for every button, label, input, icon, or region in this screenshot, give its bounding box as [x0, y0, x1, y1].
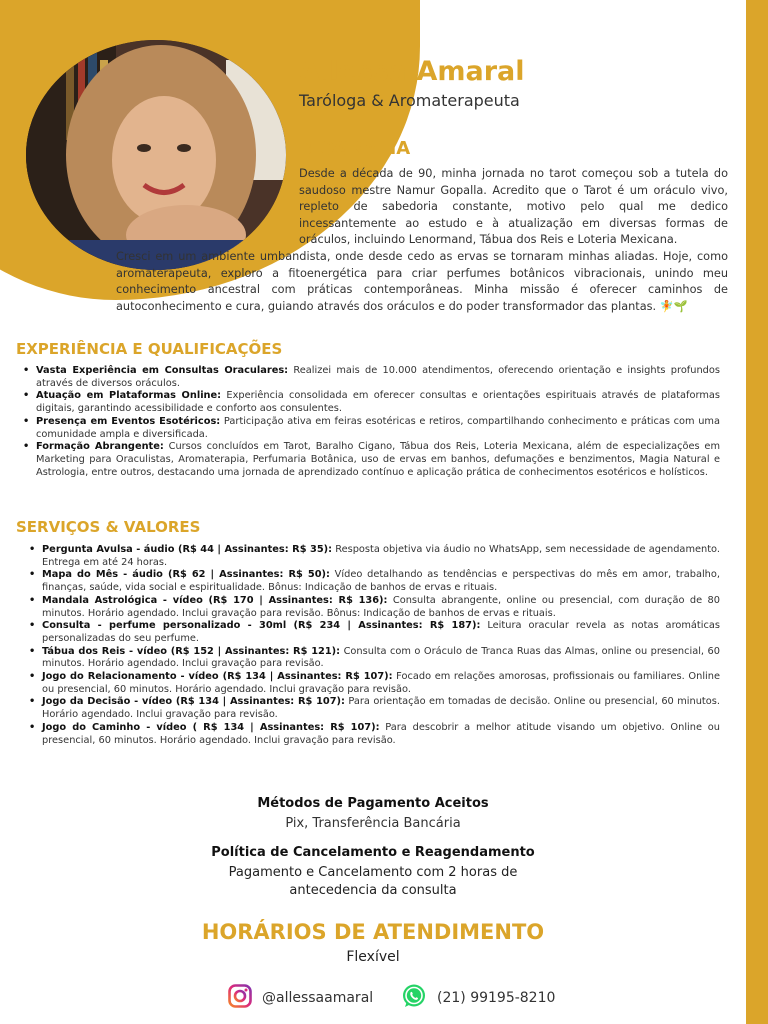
cancellation-policy [0, 864, 746, 900]
cancellation-line-1: Pagamento e Cancelamento com 2 horas de [228, 865, 518, 880]
bio-paragraph-1: Desde a década de 90, minha jornada no tarot começou sob a tutela do saudoso mestre Namur Gopalla. Acredito que o Tarot é um oráculo vivo, repleto de sabedoria constante, motivo pelo qual me dedico incessantemente ao estudo e à atualização em diversas formas de oráculos, incluindo Lenormand, Tábua dos Reis e Loteria Mexicana. [299, 167, 728, 246]
profile-photo [26, 40, 286, 270]
whatsapp-number: (21) 99195-8210 [437, 990, 556, 1006]
bio-heading: BIOGRAFIA [299, 138, 411, 159]
instagram-icon [228, 984, 252, 1012]
person-name: Allessa Amaral [299, 56, 525, 87]
list-item: • Jogo da Decisão - vídeo (R$ 134 | Assinantes: R$ 107): Para orientação em tomadas de decisão. Online ou presencial, 60 minutos. Horário agendado. Inclui gravação para revisão. [42, 696, 720, 721]
list-item: • Atuação em Plataformas Online: Experiência consolidada em oferecer consultas e orientações espirituais através de plataformas digitais, garantindo acessibilidade e conforto aos consulentes. [36, 390, 720, 415]
list-item: • Mapa do Mês - áudio (R$ 62 | Assinantes: R$ 50): Vídeo detalhando as tendências e perspectivas do mês em amor, trabalho, finanças, saúde, vida social e espiritualidade. Bônus: Indicação de banhos de ervas e rituais. [42, 569, 720, 594]
person-role: Taróloga & Aromaterapeuta [299, 91, 520, 110]
list-item: • Jogo do Caminho - vídeo ( R$ 134 | Assinantes: R$ 107): Para descobrir a melhor atitude visando um objetivo. Online ou presencial, 60 minutos. Horário agendado. Inclui gravação para revisão. [42, 722, 720, 747]
list-item: • Presença em Eventos Esotéricos: Participação ativa em feiras esotéricas e retiros, compartilhando conhecimento e práticas com uma comunidade ampla e diversificada. [36, 416, 720, 441]
bio-paragraph-2: Cresci em um ambiente umbandista, onde desde cedo as ervas se tornaram minhas aliadas. Hoje, como aromaterapeuta, exploro a fitoenergética para criar perfumes botânicos vibracionais, unindo meu conhecimento ancestral com práticas contemporâneas. Minha missão é oferecer caminhos de autoconhecimento e cura, guiando através dos oráculos e do poder transformador das plantas. 🧚🌱 [116, 250, 728, 313]
whatsapp-icon [401, 983, 427, 1013]
cancellation-heading: Política de Cancelamento e Reagendamento [211, 845, 535, 860]
list-item: • Pergunta Avulsa - áudio (R$ 44 | Assinantes: R$ 35): Resposta objetiva via áudio no WhatsApp, sem necessidade de agendamento. Entrega em até 24 horas. [42, 544, 720, 569]
services-heading: SERVIÇOS & VALORES [16, 518, 201, 536]
instagram-handle: @allessaamaral [262, 990, 374, 1006]
list-item: • Tábua dos Reis - vídeo (R$ 152 | Assinantes: R$ 121): Consulta com o Oráculo de Tranca Ruas das Almas, online ou presencial, 60 minutos. Horário agendado. Inclui gravação para revisão. [42, 646, 720, 671]
cancellation-line-2: antecedencia da consulta [289, 883, 457, 898]
list-item: • Jogo do Relacionamento - vídeo (R$ 134 | Assinantes: R$ 107): Focado em relações amorosas, profissionais ou familiares. Online ou presencial, 60 minutos. Horário agendado. Inclui gravação para revisão. [42, 671, 720, 696]
list-item: • Mandala Astrológica - vídeo (R$ 170 | Assinantes: R$ 136): Consulta abrangente, online ou presencial, com duração de 80 minutos. Horário agendado. Inclui gravação para revisão. Bônus: Indicação de banhos de ervas e rituais. [42, 595, 720, 620]
experience-list [36, 365, 720, 479]
hours-heading: HORÁRIOS DE ATENDIMENTO [201, 920, 545, 944]
list-item: • Vasta Experiência em Consultas Oraculares: Realizei mais de 10.000 atendimentos, oferecendo orientação e insights profundos através de diversos oráculos. [36, 365, 720, 390]
decorative-side-bar [746, 0, 768, 1024]
whatsapp-contact[interactable] [401, 985, 555, 1011]
list-item: • Consulta - perfume personalizado - 30ml (R$ 234 | Assinantes: R$ 187): Leitura oracular revela as notas aromáticas personalizadas do seu perfume. [42, 620, 720, 645]
services-list [42, 544, 720, 747]
experience-heading: EXPERIÊNCIA E QUALIFICAÇÕES [16, 340, 283, 358]
list-item: • Formação Abrangente: Cursos concluídos em Tarot, Baralho Cigano, Tábua dos Reis, Loteria Mexicana, além de especializações em Marketing para Oraculistas, Aromaterapia, Perfumaria Botânica, uso de ervas em banhos, defumações e benzimentos, Magia Natural e Astrologia, entre outros, destacando uma jornada de aprendizado contínuo e aplicação prática de conhecimentos esotéricos e holísticos. [36, 441, 720, 479]
payment-heading: Métodos de Pagamento Aceitos [257, 796, 489, 811]
payment-methods: Pix, Transferência Bancária [285, 816, 461, 831]
hours-value: Flexível [346, 949, 400, 965]
instagram-contact[interactable] [228, 985, 373, 1011]
